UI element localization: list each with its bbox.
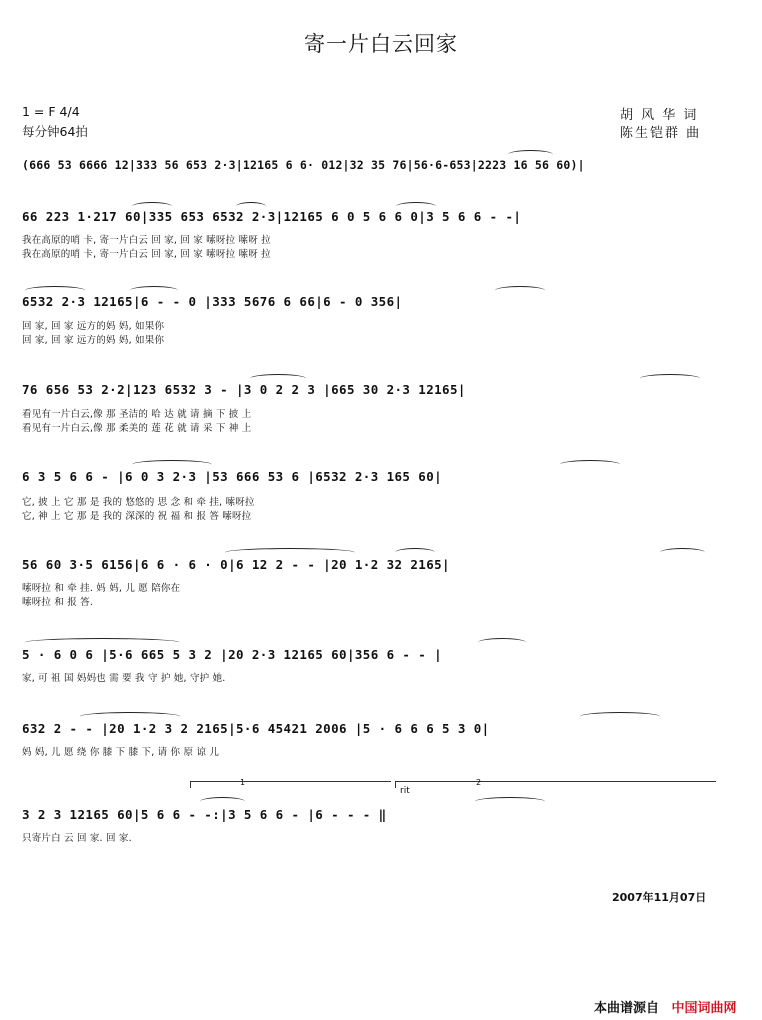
lyrics-verse-2: 看见有一片白云,像 那 柔美的 莲 花 就 请 采 下 神 上 [22,423,252,434]
notes: 76 656 53 2·2|123 6532 3 - |3 0 2 2 3 |665 30 2·3 12165| [22,382,466,397]
lyrics-verse-1: 只寄片白 云 回 家. 回 家. [22,833,132,844]
slur [200,797,245,806]
lyrics-verse-2: 回 家, 回 家 远方的妈 妈, 如果你 [22,335,165,346]
lyrics-verse-1: 妈 妈, 儿 愿 绕 你 膝 下 膝 下, 请 你 原 谅 儿 [22,747,220,758]
notes: 56 60 3·5 6156|6 6 · 6 · 0|6 12 2 - - |20 1·2 32 2165| [22,557,450,572]
lyrics-verse-1: 嗦呀拉 和 牵 挂. 妈 妈, 儿 愿 陪你在 [22,583,181,594]
page-title: 寄一片白云回家 [304,32,458,56]
lyrics-verse-1: 家, 可 祖 国 妈妈也 需 要 我 守 护 她, 守护 她. [22,673,226,684]
intro-notes: (666 53 6666 12|333 56 653 2·3|12165 6 6· 012|32 35 76|56·6-653|2223 16 56 60)| [22,158,585,172]
lyrics-verse-1: 我在高原的哨 卡, 寄一片白云 回 家, 回 家 嗦呀拉 嗦呀 拉 [22,235,271,246]
lyrics-verse-1: 它, 披 上 它 那 是 我的 悠悠的 思 念 和 牵 挂, 嗦呀拉 [22,497,255,508]
tempo: 每分钟64拍 [22,124,88,139]
lyrics-verse-2: 我在高原的哨 卡, 寄一片白云 回 家, 回 家 嗦呀拉 嗦呀 拉 [22,249,271,260]
footer-prefix: 本曲谱源自 [594,1001,660,1016]
slur [132,460,212,469]
slur [660,548,705,557]
slur [560,460,620,469]
notes: 3 2 3 12165 60|5 6 6 - -:|3 5 6 6 - |6 - - - ‖ [22,807,387,822]
slur [25,638,180,647]
notes: 5 · 6 0 6 |5·6 665 5 3 2 |20 2·3 12165 60|356 6 - - | [22,647,443,662]
notes: 6532 2·3 12165|6 - - 0 |333 5676 6 66|6 - 0 356| [22,294,403,309]
slur [80,712,180,721]
date: 2007年11月07日 [612,891,707,904]
lyrics-verse-1: 回 家, 回 家 远方的妈 妈, 如果你 [22,321,165,332]
lyrics-verse-1: 看见有一片白云,像 那 圣洁的 哈 达 就 请 摘 下 披 上 [22,409,252,420]
volta-second-label: 2 [476,778,482,787]
slur [580,712,660,721]
lyrics-verse-2: 嗦呀拉 和 报 答. [22,597,94,608]
volta-second [395,781,716,788]
intro-slur [508,150,553,159]
footer-brand-link[interactable]: 中国词曲网 [671,1001,737,1016]
footer-source [594,997,737,1016]
lyricist: 胡 风 华 词 [620,108,699,123]
composer: 陈生铠群 曲 [620,126,702,141]
slur [495,286,545,295]
rit-marking: rit [400,786,410,796]
key-signature: 1 = F 4/4 [22,104,80,119]
slur [395,548,435,557]
lyrics-verse-2: 它, 神 上 它 那 是 我的 深深的 祝 福 和 报 答 嗦呀拉 [22,511,252,522]
notes: 632 2 - - |20 1·2 3 2 2165|5·6 45421 2006 |5 · 6 6 6 5 3 0| [22,721,490,736]
slur [475,797,545,806]
volta-first [190,781,391,788]
notes: 66 223 1·217 60|335 653 6532 2·3|12165 6 0 5 6 6 0|3 5 6 6 - -| [22,209,522,224]
volta-first-label: 1 [240,778,246,787]
slur [640,374,700,383]
notes: 6 3 5 6 6 - |6 0 3 2·3 |53 666 53 6 |6532 2·3 165 60| [22,469,443,484]
slur [225,548,355,557]
slur [478,638,526,647]
